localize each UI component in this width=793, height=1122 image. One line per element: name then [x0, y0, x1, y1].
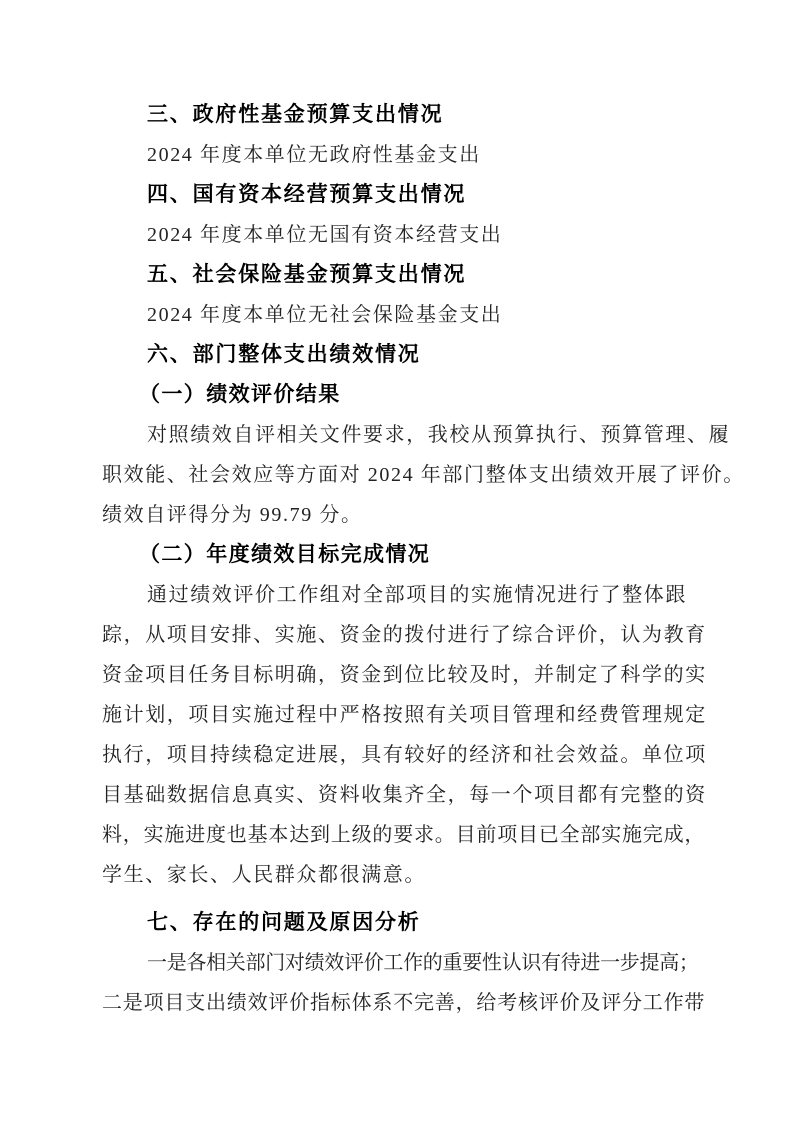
paragraph-line: 对照绩效自评相关文件要求，我校从预算执行、预算管理、履 — [147, 424, 731, 446]
paragraph-line: 资金项目任务目标明确，资金到位比较及时，并制定了科学的实 — [102, 664, 707, 686]
paragraph-line: 踪，从项目安排、实施、资金的拨付进行了综合评价，认为教育 — [102, 624, 707, 646]
paragraph-line: 施计划，项目实施过程中严格按照有关项目管理和经费管理规定 — [102, 704, 707, 726]
section-heading-3: 三、政府性基金预算支出情况 — [147, 103, 444, 126]
section-heading-7: 七、存在的问题及原因分析 — [147, 911, 421, 934]
paragraph-line: 二是项目支出绩效评价指标体系不完善，给考核评价及评分工作带 — [102, 992, 706, 1014]
paragraph-line: 通过绩效评价工作组对全部项目的实施情况进行了整体跟 — [147, 584, 687, 606]
paragraph-line: 一是各相关部门对绩效评价工作的重要性认识有待进一步提高； — [147, 952, 699, 974]
section-heading-5: 五、社会保险基金预算支出情况 — [147, 263, 467, 286]
paragraph-line: 职效能、社会效应等方面对 2024 年部门整体支出绩效开展了评价。 — [102, 464, 745, 486]
paragraph-line: 学生、家长、人民群众都很满意。 — [102, 864, 426, 886]
paragraph-line: 2024 年度本单位无政府性基金支出 — [147, 144, 481, 166]
paragraph-line: 2024 年度本单位无社会保险基金支出 — [147, 304, 503, 326]
subsection-heading-1: （一）绩效评价结果 — [139, 383, 341, 406]
section-heading-4: 四、国有资本经营预算支出情况 — [147, 183, 467, 206]
paragraph-line: 执行，项目持续稳定进展，具有较好的经济和社会效益。单位项 — [102, 744, 707, 766]
paragraph-line: 2024 年度本单位无国有资本经营支出 — [147, 224, 503, 246]
subsection-heading-2: （二）年度绩效目标完成情况 — [139, 543, 431, 566]
paragraph-line-score: 绩效自评得分为 99.79 分。 — [102, 504, 363, 526]
paragraph-line: 料，实施进度也基本达到上级的要求。目前项目已全部实施完成， — [102, 824, 706, 846]
section-heading-6: 六、部门整体支出绩效情况 — [147, 343, 421, 366]
paragraph-line: 目基础数据信息真实、资料收集齐全，每一个项目都有完整的资 — [102, 784, 707, 806]
